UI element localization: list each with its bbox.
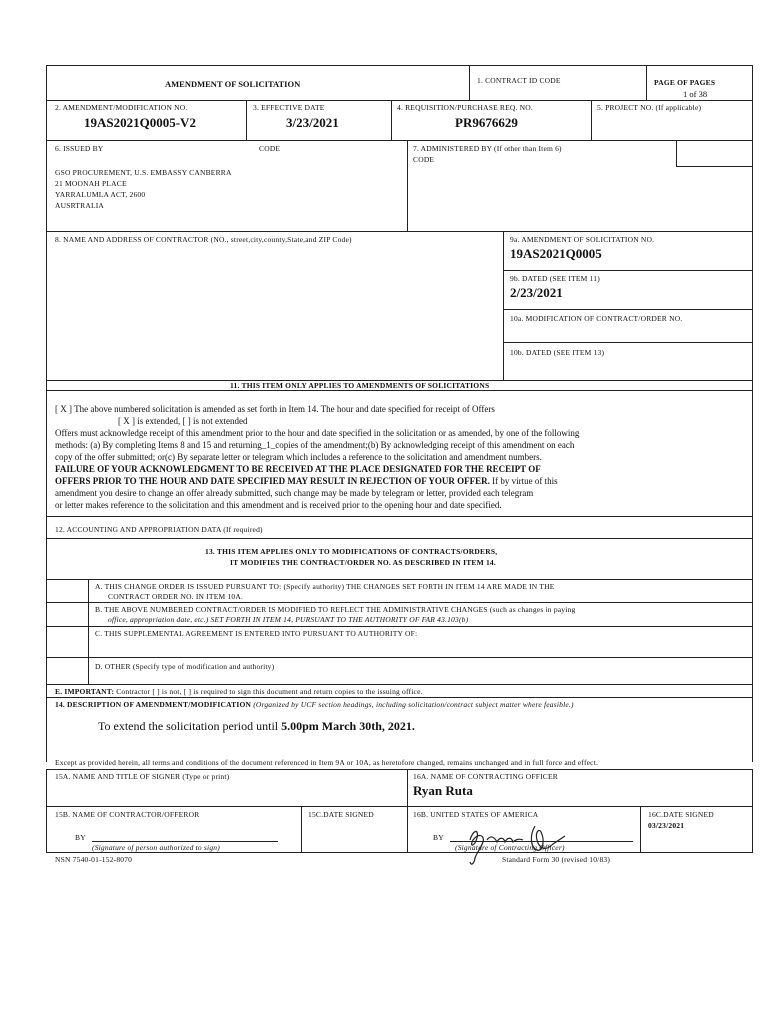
dated-value: 2/23/2021 bbox=[510, 285, 563, 300]
signer-label: 15A. NAME AND TITLE OF SIGNER (Type or print) bbox=[55, 772, 230, 781]
amendment-no-value: 19AS2021Q0005-V2 bbox=[84, 115, 196, 130]
address-line: GSO PROCUREMENT, U.S. EMBASSY CANBERRA bbox=[55, 168, 232, 177]
address-line: 21 MOONAH PLACE bbox=[55, 179, 127, 188]
date-signed-15c-label: 15C.DATE SIGNED bbox=[308, 810, 374, 819]
important-text: Contractor [ ] is not, [ ] is required to sign this document and return copies to the issuing office. bbox=[114, 687, 423, 696]
modification-dated-label: 10b. DATED (SEE ITEM 13) bbox=[510, 348, 605, 357]
item11-warning: FAILURE OF YOUR ACKNOWLEDGMENT TO BE RECEIVED AT THE PLACE DESIGNATED FOR THE RECEIPT OF bbox=[55, 464, 541, 474]
item11-line: Offers must acknowledge receipt of this amendment prior to the hour and date specified in the solicitation or as amended, by one of the following bbox=[55, 428, 580, 438]
item13-title: 13. THIS ITEM APPLIES ONLY TO MODIFICATIONS OF CONTRACTS/ORDERS, bbox=[205, 547, 498, 556]
amendment-no-label: 2. AMENDMENT/MODIFICATION NO. bbox=[55, 103, 188, 112]
officer-name: Ryan Ruta bbox=[413, 783, 473, 798]
date-signed-16c-value: 03/23/2021 bbox=[648, 821, 685, 830]
administered-code-label: CODE bbox=[413, 155, 435, 164]
accounting-label: 12. ACCOUNTING AND APPROPRIATION DATA (If required) bbox=[55, 525, 263, 534]
page-label: PAGE OF PAGES bbox=[654, 78, 716, 87]
contract-id-label: 1. CONTRACT ID CODE bbox=[477, 76, 561, 85]
item13-option-a-cont: CONTRACT ORDER NO. IN ITEM 10A. bbox=[108, 592, 244, 601]
effective-date-value: 3/23/2021 bbox=[286, 115, 339, 130]
description-heading bbox=[55, 700, 574, 709]
requisition-value: PR9676629 bbox=[455, 115, 518, 130]
amendment-solicitation-label: 9a. AMENDMENT OF SOLICITATION NO. bbox=[510, 235, 655, 244]
description-note: (Organized by UCF section headings, including solicitation/contract subject matter where feasible.) bbox=[251, 700, 574, 709]
issued-address bbox=[55, 167, 232, 211]
standard-form: Standard Form 30 (revised 10/83) bbox=[502, 855, 611, 864]
item13-subtitle: IT MODIFIES THE CONTRACT/ORDER NO. AS DESCRIBED IN ITEM 14. bbox=[230, 558, 496, 567]
by-label: BY bbox=[75, 833, 86, 842]
administered-by-label: 7. ADMINISTERED BY (If other than Item 6) bbox=[413, 144, 562, 153]
by-officer-label: BY bbox=[433, 833, 444, 842]
issued-code-label: CODE bbox=[259, 144, 281, 153]
signature-person-caption: (Signature of person authorized to sign) bbox=[92, 843, 220, 852]
item13-option-b: B. THE ABOVE NUMBERED CONTRACT/ORDER IS MODIFIED TO REFLECT THE ADMINISTRATIVE CHANGES (such as changes in paying bbox=[95, 605, 576, 614]
item11-line: copy of the offer submitted; or(c) By separate letter or telegram which includes a reference to the solicitation and amendment numbers. bbox=[55, 452, 542, 462]
description-deadline: 5.00pm March 30th, 2021. bbox=[281, 719, 415, 733]
description-pre: To extend the solicitation period until bbox=[98, 719, 282, 733]
effective-date-label: 3. EFFECTIVE DATE bbox=[253, 103, 325, 112]
nsn-number: NSN 7540-01-152-8070 bbox=[55, 855, 133, 864]
item11-line-tail: If by virtue of this bbox=[489, 476, 558, 486]
item11-line: methods: (a) By completing Items 8 and 15 and returning_1_copies of the amendment;(b) By acknowledging receipt of this amendment on each bbox=[55, 440, 575, 450]
item11-warning: OFFERS PRIOR TO THE HOUR AND DATE SPECIFIED MAY RESULT IN REJECTION OF YOUR OFFER. bbox=[55, 476, 490, 486]
description-text bbox=[98, 719, 415, 734]
item13-option-c: C. THIS SUPPLEMENTAL AGREEMENT IS ENTERED INTO PURSUANT TO AUTHORITY OF: bbox=[95, 629, 418, 638]
requisition-label: 4. REQUISITION/PURCHASE REQ. NO. bbox=[397, 103, 533, 112]
important-label: E. IMPORTANT: bbox=[55, 687, 115, 696]
form-title: AMENDMENT OF SOLICITATION bbox=[165, 79, 301, 89]
project-no-label: 5. PROJECT NO. (If applicable) bbox=[597, 103, 702, 112]
amendment-solicitation-value: 19AS2021Q0005 bbox=[510, 246, 602, 261]
except-clause: Except as provided herein, all terms and conditions of the document referenced in Item 9A or 10A, as heretofore changed, remains unchanged and in full force and effect. bbox=[55, 758, 599, 767]
contractor-name-label: 15B. NAME OF CONTRACTOR/OFFEROR bbox=[55, 810, 200, 819]
item13-option-d: D. OTHER (Specify type of modification and authority) bbox=[95, 662, 275, 671]
address-line: AUSRTRALIA bbox=[55, 201, 105, 210]
modification-label: 10a. MODIFICATION OF CONTRACT/ORDER NO. bbox=[510, 314, 683, 323]
item11-line: or letter makes reference to the solicitation and this amendment and is received prior to the opening hour and date specified. bbox=[55, 500, 502, 510]
item13-option-a: A. THIS CHANGE ORDER IS ISSUED PURSUANT TO: (Specify authority) THE CHANGES SET FORTH IN ITEM 14 ARE MADE IN THE bbox=[95, 582, 555, 591]
item13-option-b-cont: office, appropriation date, etc.) SET FORTH IN ITEM 14, PURSUANT TO THE AUTHORITY OF FAR 43.103(b) bbox=[108, 615, 469, 624]
address-line: YARRALUMLA ACT, 2600 bbox=[55, 190, 146, 199]
item11-line: [ X ] The above numbered solicitation is amended as set forth in Item 14. The hour and date specified for receipt of Offers bbox=[55, 404, 495, 414]
item11-title: 11. THIS ITEM ONLY APPLIES TO AMENDMENTS OF SOLICITATIONS bbox=[230, 381, 490, 390]
item11-line: amendment you desire to change an offer already submitted, such change may be made by telegram or letter, provided each telegram bbox=[55, 488, 534, 498]
item11-line bbox=[55, 476, 558, 486]
issued-by-label: 6. ISSUED BY bbox=[55, 144, 104, 153]
description-label: 14. DESCRIPTION OF AMENDMENT/MODIFICATION bbox=[55, 700, 252, 709]
signature-officer-caption: (Signature of Contracting Officer) bbox=[455, 843, 565, 852]
contractor-address-label: 8. NAME AND ADDRESS OF CONTRACTOR (NO., street,city,county,State,and ZIP Code) bbox=[55, 235, 352, 244]
important-note bbox=[55, 687, 423, 696]
item11-line: [ X ] is extended, [ ] is not extended bbox=[118, 416, 248, 426]
date-signed-16c-label: 16C.DATE SIGNED bbox=[648, 810, 714, 819]
officer-label: 16A. NAME OF CONTRACTING OFFICER bbox=[413, 772, 558, 781]
usa-label: 16B. UNITED STATES OF AMERICA bbox=[413, 810, 539, 819]
page-value: 1 of 38 bbox=[683, 89, 708, 99]
dated-label: 9b. DATED (SEE ITEM 11) bbox=[510, 274, 600, 283]
